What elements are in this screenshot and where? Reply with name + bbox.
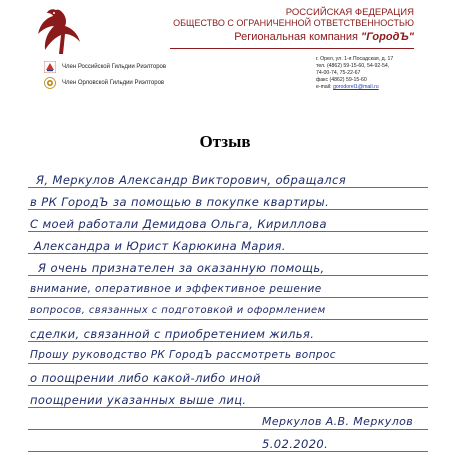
handwriting-line: сделки, связанной с приобретением жилья. — [30, 327, 315, 341]
address-email-row — [316, 84, 436, 91]
ruled-line — [28, 319, 428, 320]
ruled-line — [28, 209, 428, 210]
ruled-line — [28, 341, 428, 342]
ruled-line — [28, 297, 428, 298]
ruled-line — [28, 385, 428, 386]
header-divider — [170, 48, 414, 49]
ruled-line — [28, 275, 428, 276]
address-phone-1: тел. (4862) 59-15-60, 54-92-54, — [316, 63, 390, 69]
ruled-line — [28, 253, 428, 254]
address-email-link[interactable]: gorodorel1@mail.ru — [333, 84, 379, 90]
handwriting-line: Я, Меркулов Александр Викторович, обращался — [36, 173, 347, 187]
handwriting-line: о поощрении либо какой-либо иной — [30, 371, 261, 385]
signature-date: 5.02.2020. — [262, 437, 329, 451]
header-company-type: ОБЩЕСТВО С ОГРАНИЧЕННОЙ ОТВЕТСТВЕННОСТЬЮ — [173, 18, 414, 28]
ruled-line — [28, 429, 428, 430]
ruled-line — [28, 363, 428, 364]
guild-russian-label: Член Российской Гильдии Риэлторов — [62, 64, 167, 70]
signature: Меркулов А.В. Меркулов — [262, 415, 414, 428]
handwriting-line: Я очень признателен за оказанную помощь, — [38, 261, 325, 275]
guild-oryol-icon — [44, 76, 56, 88]
address-fax: факс (4862) 59-15-60 — [316, 77, 367, 83]
header-brand: "ГородЪ" — [361, 31, 414, 43]
address-email-label: e-mail: — [316, 84, 334, 90]
header-company-prefix: Региональная компания — [234, 31, 361, 43]
handwriting-line: внимание, оперативное и эффективное решение — [30, 283, 322, 295]
ruled-line — [28, 231, 428, 232]
ruled-line — [28, 451, 428, 452]
handwriting-line: Александра и Юрист Карюкина Мария. — [34, 239, 286, 253]
handwriting-line: С моей работали Демидова Ольга, Кириллова — [30, 217, 327, 231]
ruled-line — [28, 407, 428, 408]
handwriting-line: вопросов, связанных с подготовкой и оформлением — [30, 305, 326, 316]
handwriting-line: Прошу руководство РК ГородЪ рассмотреть вопрос — [30, 349, 336, 361]
guild-russian-icon — [44, 60, 56, 72]
handwriting-line: поощрении указанных выше лиц. — [30, 393, 247, 407]
guild-oryol-label: Член Орловской Гильдии Риэлторов — [62, 80, 165, 86]
header-federation: РОССИЙСКАЯ ФЕДЕРАЦИЯ — [285, 7, 414, 18]
document-title: Отзыв — [199, 132, 251, 151]
address-street: г. Орел, ул. 1-я Посадская, д. 17 — [316, 56, 394, 62]
ruled-line — [28, 187, 428, 188]
handwriting-line: в РК ГородЪ за помощью в покупке квартиры. — [30, 195, 330, 209]
address-block — [316, 56, 436, 91]
company-logo — [34, 4, 84, 56]
header-company-name — [234, 31, 414, 43]
address-phone-2: 74-00-74, 75-22-67 — [316, 70, 361, 76]
